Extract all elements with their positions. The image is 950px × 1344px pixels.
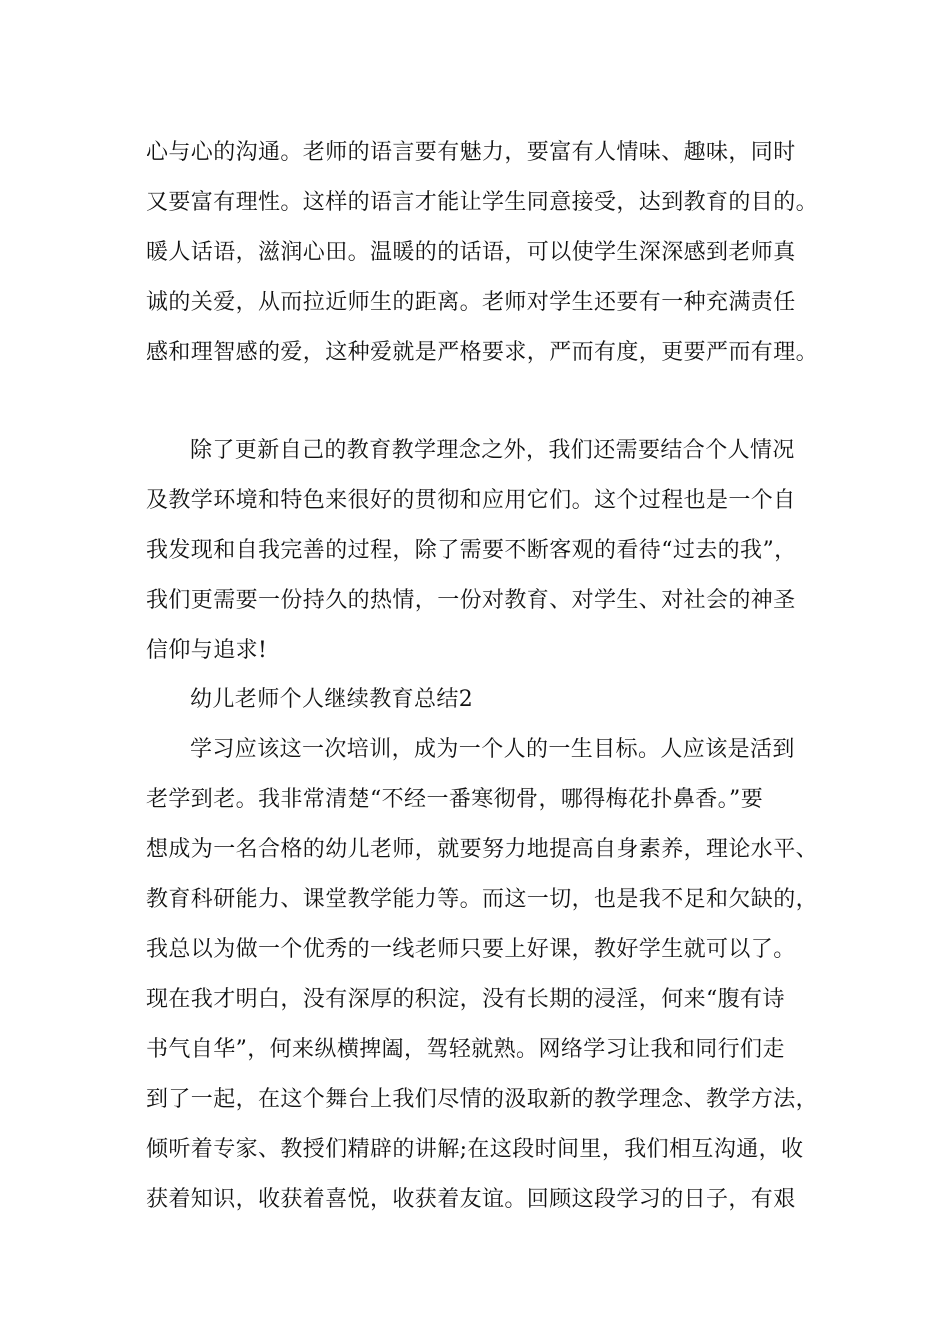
paragraph-3-line-8: 到了一起，在这个舞台上我们尽情的汲取新的教学理念、教学方法， bbox=[146, 1087, 819, 1112]
paragraph-1-line-3: 暖人话语，滋润心田。温暖的的话语，可以使学生深深感到老师真 bbox=[146, 240, 796, 265]
paragraph-3-line-1: 学习应该这一次培训，成为一个人的一生目标。人应该是活到 bbox=[190, 737, 795, 762]
paragraph-2-line-4: 我们更需要一份持久的热情，一份对教育、对学生、对社会的神圣 bbox=[146, 588, 796, 613]
paragraph-2-line-3: 我发现和自我完善的过程，除了需要不断客观的看待“过去的我”， bbox=[146, 538, 797, 563]
paragraph-3-line-7: 书气自华”，何来纵横捭阖，驾轻就熟。网络学习让我和同行们走 bbox=[146, 1037, 785, 1062]
paragraph-2-line-5: 信仰与追求! bbox=[146, 638, 268, 663]
paragraph-1-line-1: 心与心的沟通。老师的语言要有魅力，要富有人情味、趣味，同时 bbox=[146, 140, 796, 165]
paragraph-3-line-10: 获着知识，收获着喜悦，收获着友谊。回顾这段学习的日子，有艰 bbox=[146, 1187, 796, 1212]
paragraph-3-line-4: 教育科研能力、课堂教学能力等。而这一切，也是我不足和欠缺的， bbox=[146, 887, 819, 912]
paragraph-3-line-6: 现在我才明白，没有深厚的积淀，没有长期的浸淫，何来“腹有诗 bbox=[146, 987, 785, 1012]
paragraph-1-line-4: 诚的关爱，从而拉近师生的距离。老师对学生还要有一种充满责任 bbox=[146, 290, 796, 315]
paragraph-3-line-2: 老学到老。我非常清楚“不经一番寒彻骨，哪得梅花扑鼻香。”要 bbox=[146, 787, 764, 812]
paragraph-2-line-2: 及教学环境和特色来很好的贯彻和应用它们。这个过程也是一个自 bbox=[146, 488, 796, 513]
paragraph-3-line-5: 我总以为做一个优秀的一线老师只要上好课，教好学生就可以了。 bbox=[146, 937, 796, 962]
section-title: 幼儿老师个人继续教育总结2 bbox=[190, 687, 474, 712]
paragraph-1-line-2: 又要富有理性。这样的语言才能让学生同意接受，达到教育的目的。 bbox=[146, 190, 819, 215]
paragraph-3-line-3: 想成为一名合格的幼儿老师，就要努力地提高自身素养，理论水平、 bbox=[146, 837, 819, 862]
paragraph-2-line-1: 除了更新自己的教育教学理念之外，我们还需要结合个人情况 bbox=[190, 438, 795, 463]
paragraph-3-line-9: 倾听着专家、教授们精辟的讲解;在这段时间里，我们相互沟通，收 bbox=[146, 1137, 804, 1162]
paragraph-1-line-5: 感和理智感的爱，这种爱就是严格要求，严而有度，更要严而有理。 bbox=[146, 340, 819, 365]
